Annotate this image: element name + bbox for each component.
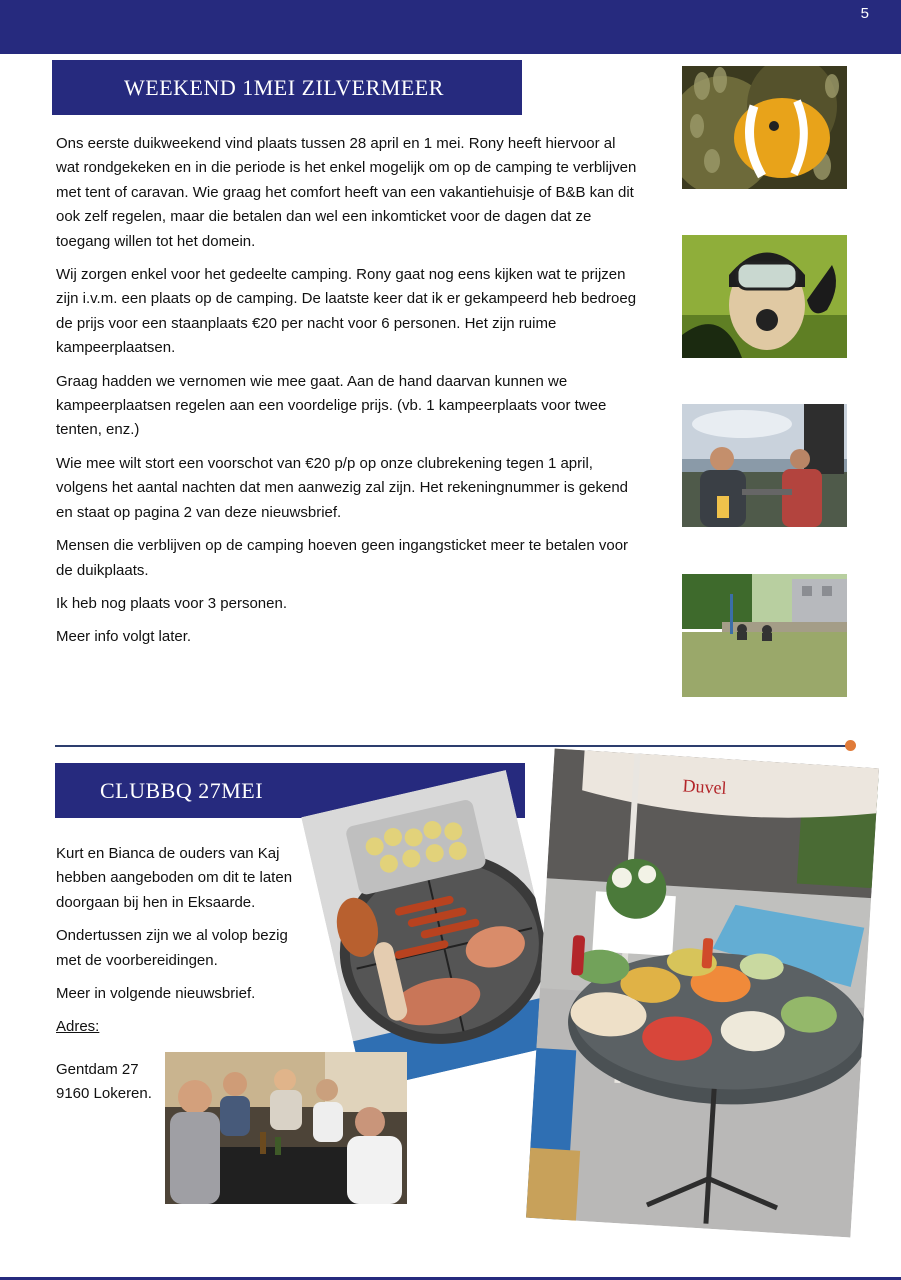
top-banner bbox=[0, 0, 901, 54]
section-divider bbox=[55, 745, 848, 747]
page-number: 5 bbox=[860, 5, 869, 22]
umbrella-text: Duvel bbox=[682, 775, 728, 799]
paragraph: Wie mee wilt stort een voorschot van €20 p/p op onze clubrekening tegen 1 april, volgens het aantal nachten dat men aanwezig zal zijn. Het rekeningnummer is gekend en staat op pagina 2 van deze nieuwsbrief. bbox=[56, 454, 629, 521]
paragraph: Meer info volgt later. bbox=[56, 628, 192, 646]
paragraph: Ik heb nog plaats voor 3 personen. bbox=[56, 594, 287, 612]
paragraph: Meer in volgende nieuwsbrief. bbox=[56, 985, 256, 1003]
paragraph: Mensen die verblijven op de camping hoeven geen ingangsticket meer te betalen voor de duikplaats. bbox=[56, 537, 629, 579]
photo-clownfish bbox=[682, 66, 847, 189]
photo-bbq-grill bbox=[301, 770, 569, 1090]
photo-terrace bbox=[682, 404, 847, 527]
address-line: Gentdam 27 bbox=[56, 1060, 139, 1078]
address-line: 9160 Lokeren. bbox=[56, 1085, 152, 1103]
address-label: Adres: bbox=[56, 1018, 100, 1036]
weekend-article bbox=[56, 132, 641, 659]
paragraph: Kurt en Bianca de ouders van Kaj hebben aangeboden om dit te laten doorgaan bij hen in Eksaarde. bbox=[56, 845, 293, 911]
divider-dot bbox=[845, 740, 856, 751]
paragraph: Ondertussen zijn we al volop bezig met de voorbereidingen. bbox=[56, 927, 288, 969]
paragraph: Ons eerste duikweekend vind plaats tussen 28 april en 1 mei. Rony heeft hiervoor al wat rondgekeken en in die periode is het enkel mogelijk om op de camping te verblijven met tent of caravan. Wie graag het comfort heeft van een vakantiehuisje of B&B kan dit ook zelf regelen, maar die betalen dan wel een inkomticket voor de dagen dat ze toegang willen tot het domein. bbox=[56, 135, 637, 250]
photo-lake bbox=[682, 574, 847, 697]
section-title-clubbq: CLUBBQ 27MEI bbox=[55, 763, 525, 818]
photo-buffet bbox=[526, 749, 879, 1238]
section-title-weekend: WEEKEND 1MEI ZILVERMEER bbox=[52, 60, 522, 115]
photo-diver bbox=[682, 235, 847, 358]
paragraph: Graag hadden we vernomen wie mee gaat. Aan de hand daarvan kunnen we kampeerplaatsen regelen aan een voordelige prijs. (vb. 1 kampeerplaats voor twee tenten, enz.) bbox=[56, 372, 607, 439]
photo-group bbox=[165, 1052, 407, 1204]
paragraph: Wij zorgen enkel voor het gedeelte camping. Rony gaat nog eens kijken wat te prijzen zijn i.v.m. een plaats op de camping. De laatste keer dat ik er gekampeerd heb bedroeg de prijs voor een staanplaats €20 per nacht voor 6 personen. Het zijn ruime kampeerplaatsen. bbox=[56, 266, 637, 357]
